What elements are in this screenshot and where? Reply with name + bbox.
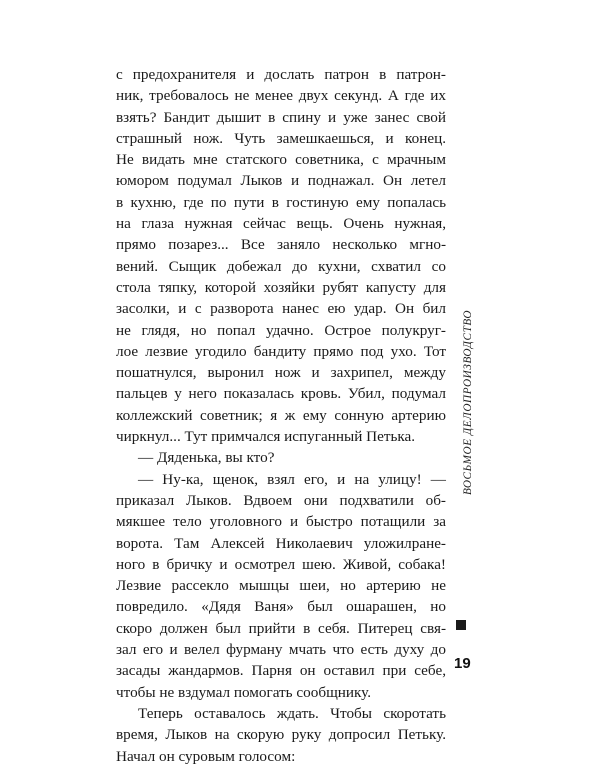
text-line: в кухню, где по пути в гостиную ему попалась <box>116 193 446 211</box>
text-line: лое лезвие угодило бандиту прямо под ухо. Тот <box>116 342 446 360</box>
text-line: не глядя, но попал удачно. Острое полукруг- <box>116 321 446 339</box>
text-line: юмором подумал Лыков и поднажал. Он летел <box>116 172 446 190</box>
page-body-text <box>116 64 446 767</box>
text-line: засады жандармов. Парня он оставил при себе, <box>116 662 446 680</box>
text-line: Лезвие рассекло мышцы шеи, но артерию не <box>116 577 446 595</box>
text-line: коллежский советник; я ж ему сонную артерию <box>116 406 446 424</box>
text-line: вений. Сыщик добежал до кухни, схватил со <box>116 257 446 275</box>
text-line: — Дяденька, вы кто? <box>138 449 275 467</box>
text-line: на глаза нужная сейчас вещь. Очень нужная, <box>116 215 446 233</box>
text-line: прямо позарез... Все заняло несколько мгно- <box>116 236 446 254</box>
text-line: стола тяпку, которой хозяйки рубят капусту для <box>116 278 446 296</box>
text-line: ник, требовалось не менее двух секунд. А где их <box>116 87 446 105</box>
text-line: чиркнул... Тут примчался испуганный Петька. <box>116 428 416 446</box>
page-number: 19 <box>454 655 471 672</box>
text-line: пошатнулся, выронил нож и захрипел, между <box>116 364 446 382</box>
text-line: с предохранителя и дослать патрон в патрон- <box>116 66 446 83</box>
text-line: пальцев у него показалась кровь. Убил, подумал <box>116 385 446 403</box>
text-line: приказал Лыков. Вдвоем они подхватили об- <box>116 491 446 509</box>
text-line: Не видать мне статского советника, с мрачным <box>116 151 446 169</box>
text-line: Начал он суровым голосом: <box>116 747 296 765</box>
running-head-container <box>450 310 474 660</box>
text-line: чтобы не вздумал помогать сообщнику. <box>116 683 372 701</box>
text-line: засолки, и с разворота нанес ею удар. Он бил <box>116 300 446 318</box>
text-line: взять? Бандит дышит в спину и уже занес свой <box>116 108 446 126</box>
text-line: повредило. «Дядя Ваня» был ошарашен, но <box>116 598 446 616</box>
running-head: ВОСЬМОЕ ДЕЛОПРОИЗВОДСТВО <box>462 310 474 496</box>
text-line: время, Лыков на скорую руку допросил Петьку. <box>116 726 446 744</box>
text-line: ворота. Там Алексей Николаевич уложилране- <box>116 534 446 552</box>
text-line: мякшее тело уголовного и быстро потащили за <box>116 513 446 531</box>
text-line: — Ну-ка, щенок, взял его, и на улицу! — <box>138 470 446 488</box>
text-line: страшный нож. Чуть замешкаешься, и конец. <box>116 129 446 147</box>
section-marker-square <box>456 620 466 630</box>
text-line: ного в бричку и осмотрел шею. Живой, собака! <box>116 555 446 573</box>
text-line: зал его и велел фурману мчать что есть духу до <box>116 641 446 659</box>
text-line: скоро должен был прийти в себя. Питерец свя- <box>116 619 446 637</box>
text-line: Теперь оставалось ждать. Чтобы скоротать <box>138 704 446 722</box>
